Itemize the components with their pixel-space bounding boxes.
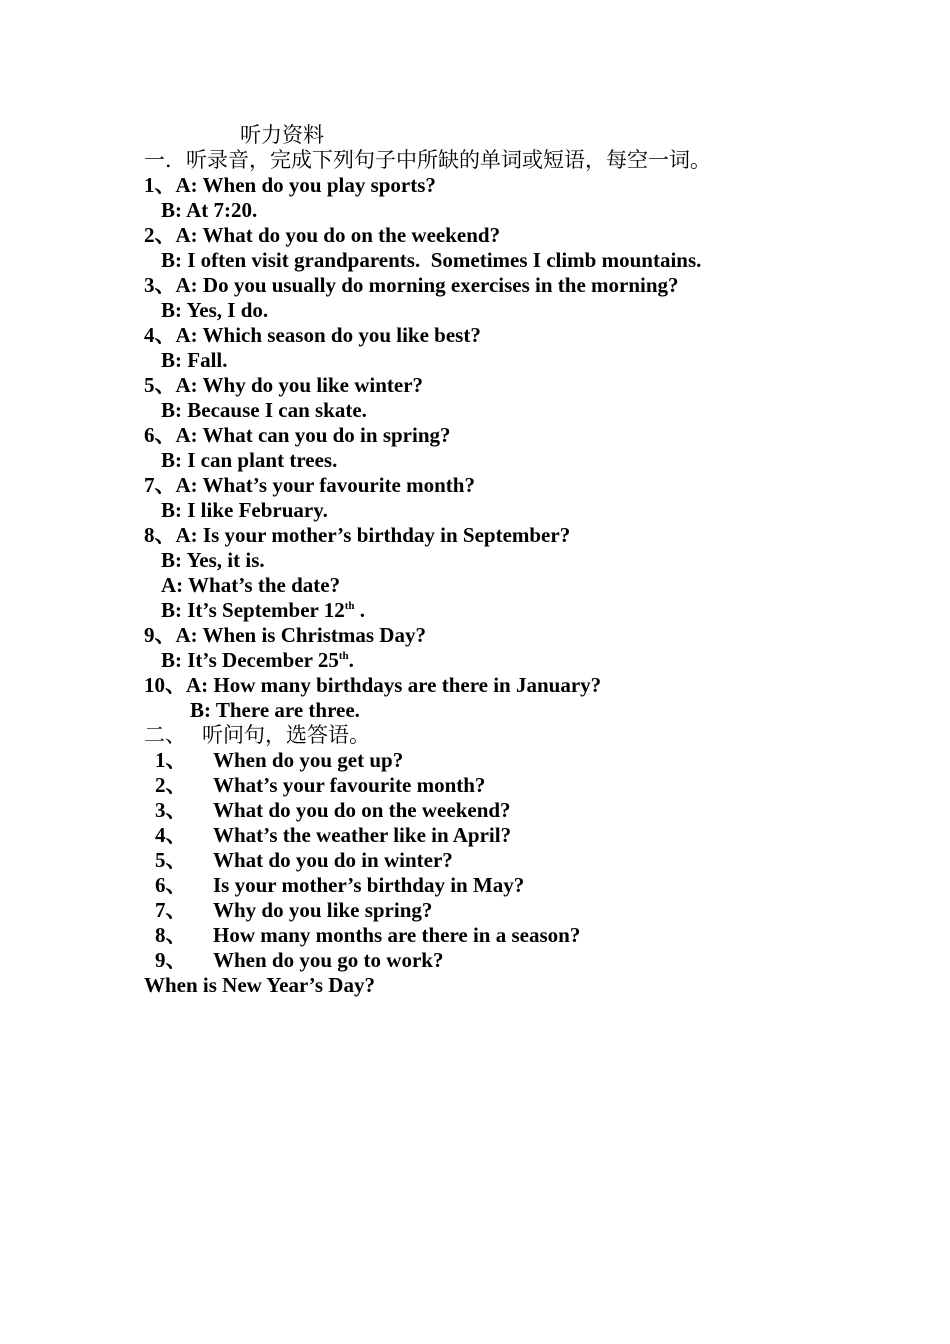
dialogue-text: B: It’s September 12 <box>161 598 345 622</box>
dialogue-line <box>161 598 365 623</box>
dialogue-line: A: What can you do in spring? <box>175 423 451 447</box>
list-item <box>144 423 451 448</box>
dialogue-line: A: Is your mother’s birthday in September? <box>175 523 571 547</box>
dialogue-line: B: Because I can skate. <box>161 398 367 422</box>
question-item <box>155 748 403 773</box>
item-number: 5、 <box>144 373 176 397</box>
item-number: 5、 <box>155 848 187 872</box>
question-item <box>155 923 580 948</box>
dialogue-line: B: Yes, it is. <box>161 548 265 572</box>
question-item <box>155 823 511 848</box>
dialogue-line: B: Fall. <box>161 348 228 372</box>
item-number: 6、 <box>144 423 176 447</box>
list-item <box>144 273 679 298</box>
question-text: When do you get up? <box>213 748 404 772</box>
question-text: What do you do in winter? <box>213 848 453 872</box>
dialogue-line: B: I can plant trees. <box>161 448 338 472</box>
item-number: 9、 <box>144 623 176 647</box>
item-number: 4、 <box>144 323 176 347</box>
question-text: What’s the weather like in April? <box>213 823 512 847</box>
item-number: 8、 <box>155 923 187 947</box>
question-text: Is your mother’s birthday in May? <box>213 873 525 897</box>
item-number: 1、 <box>155 748 187 772</box>
ordinal-suffix: th <box>344 600 355 612</box>
section2-heading <box>144 723 370 748</box>
question-text: What’s your favourite month? <box>213 773 486 797</box>
question-item <box>155 848 453 873</box>
item-number: 3、 <box>155 798 187 822</box>
list-item <box>144 223 500 248</box>
question-text: What do you do on the weekend? <box>213 798 511 822</box>
list-item <box>144 623 426 648</box>
list-item <box>144 323 481 348</box>
item-number: 1、 <box>144 173 176 197</box>
dialogue-line: B: I like February. <box>161 498 328 522</box>
page-title: 听力资料 <box>240 123 324 147</box>
list-item <box>144 673 601 698</box>
item-number: 8、 <box>144 523 176 547</box>
item-number: 2、 <box>144 223 176 247</box>
dialogue-line <box>161 648 354 673</box>
section1-heading: 一．听录音，完成下列句子中所缺的单词或短语，每空一词。 <box>144 148 711 172</box>
dialogue-line: B: There are three. <box>190 698 360 722</box>
list-item <box>144 473 475 498</box>
list-item <box>144 373 423 398</box>
dialogue-text: . <box>354 598 366 622</box>
question-item <box>155 773 485 798</box>
question-text: When do you go to work? <box>213 948 444 972</box>
item-number: 7、 <box>155 898 187 922</box>
item-number: 2、 <box>155 773 187 797</box>
question-item <box>155 873 524 898</box>
dialogue-line: A: Why do you like winter? <box>175 373 424 397</box>
question-item: When is New Year’s Day? <box>144 973 375 997</box>
dialogue-line: A: Which season do you like best? <box>175 323 481 347</box>
question-text: How many months are there in a season? <box>213 923 581 947</box>
section-title: 听问句，选答语。 <box>202 723 370 747</box>
dialogue-line: B: Yes, I do. <box>161 298 269 322</box>
dialogue-line: B: I often visit grandparents. Sometimes I climb mountains. <box>161 248 702 272</box>
section-number: 二、 <box>144 723 186 747</box>
question-item <box>155 798 511 823</box>
item-number: 6、 <box>155 873 187 897</box>
item-number: 3、 <box>144 273 176 297</box>
question-text: Why do you like spring? <box>213 898 433 922</box>
dialogue-line: A: Do you usually do morning exercises in the morning? <box>175 273 679 297</box>
dialogue-text: . <box>348 648 354 672</box>
question-item <box>155 898 432 923</box>
question-item <box>155 948 443 973</box>
dialogue-line: A: What’s your favourite month? <box>175 473 475 497</box>
list-item <box>144 173 436 198</box>
item-number: 4、 <box>155 823 187 847</box>
dialogue-line: A: What do you do on the weekend? <box>175 223 501 247</box>
item-number: 7、 <box>144 473 176 497</box>
dialogue-line: B: At 7:20. <box>161 198 258 222</box>
dialogue-line: A: When is Christmas Day? <box>175 623 426 647</box>
item-number: 10、 <box>144 673 186 697</box>
list-item <box>144 523 570 548</box>
ordinal-suffix: th <box>338 650 349 662</box>
dialogue-line: A: When do you play sports? <box>175 173 436 197</box>
dialogue-text: B: It’s December 25 <box>161 648 339 672</box>
dialogue-line: A: How many birthdays are there in January? <box>186 673 602 697</box>
item-number: 9、 <box>155 948 187 972</box>
dialogue-line: A: What’s the date? <box>161 573 341 597</box>
